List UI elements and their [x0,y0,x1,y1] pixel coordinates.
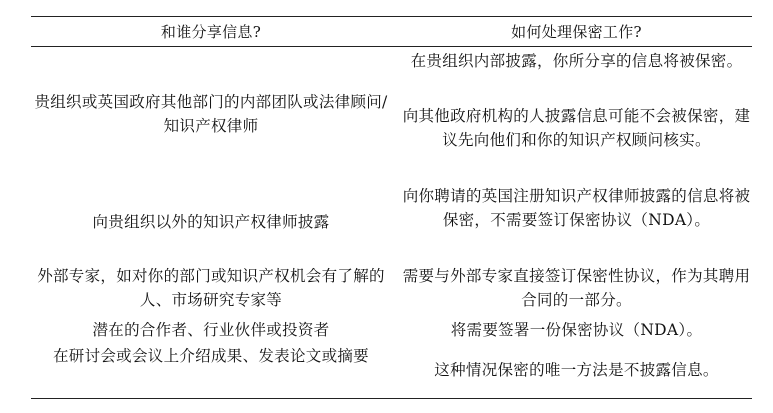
header-bottom-rule [31,46,752,47]
row-3-how-1: 需要与外部专家直接签订保密性协议，作为其聘用合同的一部分。 [402,267,751,309]
header-who: 和谁分享信息? [160,23,262,41]
row-5-who: 在研讨会或会议上介绍成果、发表论文或摘要 [52,347,369,365]
header-how: 如何处理保密工作? [511,23,642,41]
row-2-who: 向贵组织以外的知识产权律师披露 [92,213,330,231]
row-4-how-1: 将需要签署一份保密协议（NDA）。 [450,321,703,339]
row-5-how-1: 这种情况保密的唯一方法是不披露信息。 [434,361,719,379]
table-bottom-rule [31,398,752,399]
row-3-who: 外部专家，如对你的部门或知识产权机会有了解的人、市场研究专家等 [37,267,385,309]
row-1-how-2: 向其他政府机构的人披露信息可能不会被保密，建议先向他们和你的知识产权顾问核实。 [402,107,751,149]
table-top-rule [31,16,752,17]
row-2-how-1: 向你聘请的英国注册知识产权律师披露的信息将被保密，不需要签订保密协议（NDA）。 [402,187,751,229]
row-1-how-1: 在贵组织内部披露，你所分享的信息将被保密。 [410,52,743,70]
row-1-who: 贵组织或英国政府其他部门的内部团队或法律顾问/知识产权律师 [34,93,388,135]
row-4-who: 潜在的合作者、行业伙伴或投资者 [92,321,330,339]
